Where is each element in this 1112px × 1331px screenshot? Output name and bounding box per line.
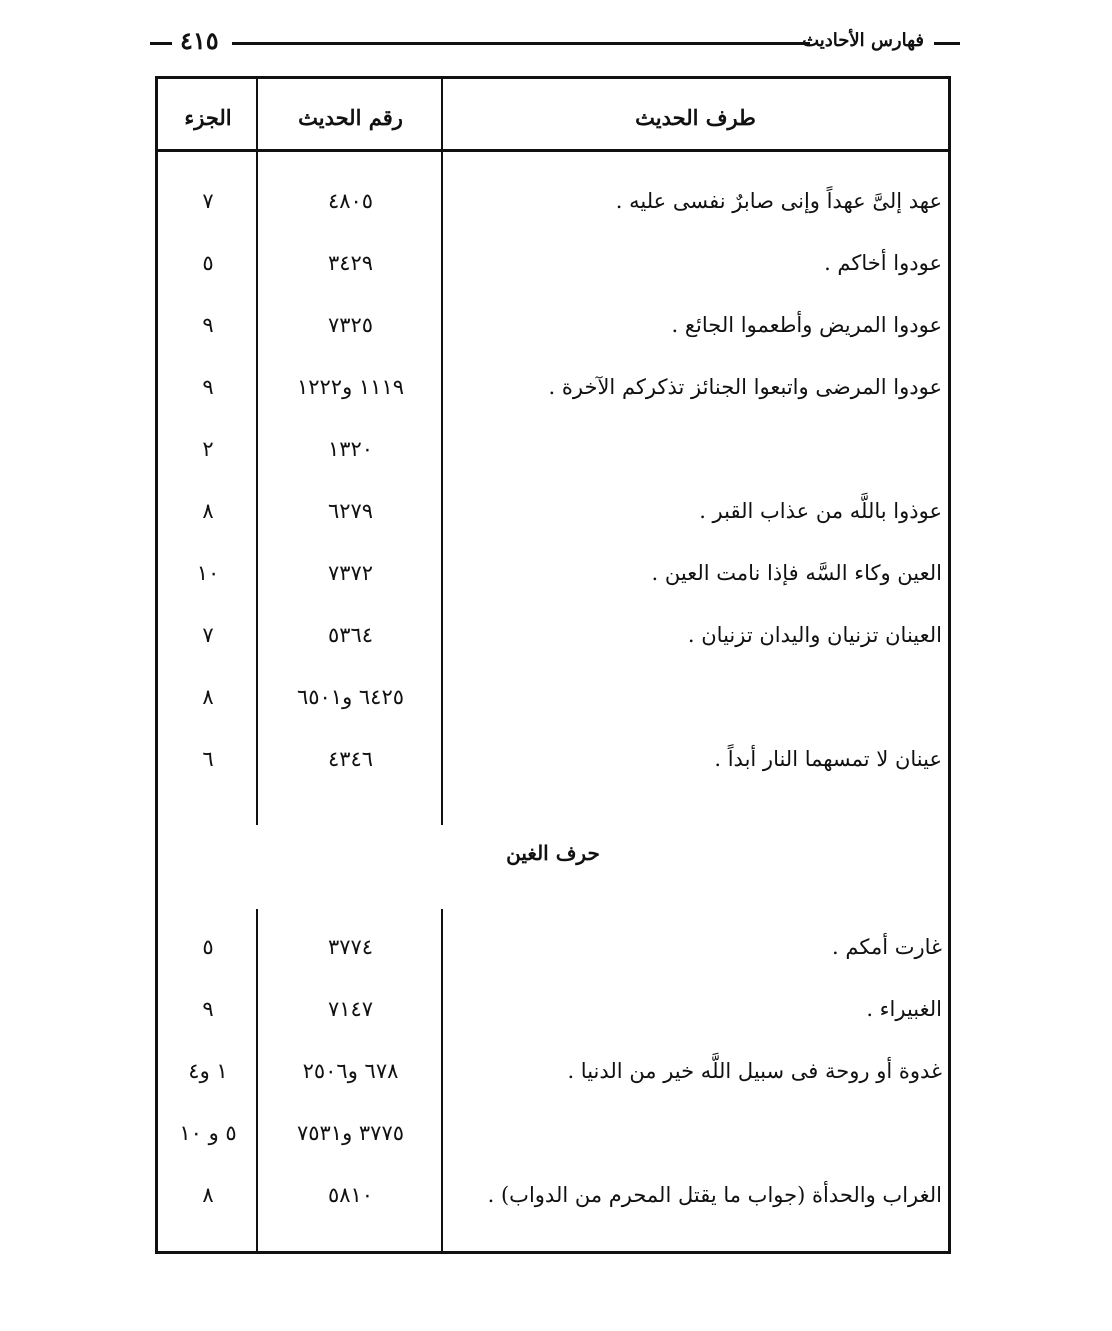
header-rule — [232, 42, 810, 45]
hadith-part: ٧ — [202, 189, 214, 213]
hadith-part: ٦ — [202, 747, 214, 771]
column-header-number: رقم الحديث — [298, 105, 403, 130]
header-dash-right — [934, 42, 960, 45]
hadith-text: عهد إلىَّ عهداً وإنى صابرٌ نفسى عليه . — [615, 189, 942, 213]
hadith-part: ١٠ — [196, 561, 220, 585]
hadith-part: ١ و٤ — [188, 1059, 228, 1083]
hadith-text: عودوا المريض وأطعموا الجائع . — [671, 313, 942, 337]
hadith-number: ٧٣٧٢ — [327, 561, 374, 585]
hadith-number: ٦٢٧٩ — [327, 499, 374, 523]
hadith-number: ٧١٤٧ — [327, 997, 374, 1021]
hadith-number: ٧٣٢٥ — [327, 313, 374, 337]
header-separator — [158, 149, 948, 152]
hadith-number: ١٣٢٠ — [327, 437, 374, 461]
page-number: ٤١٥ — [180, 26, 219, 55]
hadith-text: العين وكاء السَّه فإذا نامت العين . — [651, 561, 942, 585]
hadith-number: ٣٧٧٥ و٧٥٣١ — [296, 1121, 405, 1145]
hadith-part: ٥ — [202, 935, 214, 959]
hadith-number: ٣٧٧٤ — [327, 935, 374, 959]
running-title: فهارس الأحاديث — [802, 30, 924, 51]
hadith-number: ١١١٩ و١٢٢٢ — [296, 375, 405, 399]
hadith-number: ٤٣٤٦ — [327, 747, 374, 771]
hadith-part: ٨ — [202, 685, 214, 709]
column-header-part: الجزء — [184, 105, 232, 130]
hadith-text: عودوا أخاكم . — [824, 251, 942, 275]
hadith-part: ٩ — [202, 313, 214, 337]
hadith-index-table — [155, 76, 951, 1254]
hadith-number: ٥٨١٠ — [327, 1183, 374, 1207]
column-header-text: طرف الحديث — [635, 105, 756, 130]
hadith-number: ٤٨٠٥ — [327, 189, 374, 213]
section-heading: حرف الغين — [506, 841, 600, 865]
hadith-text: الغبيراء . — [866, 997, 942, 1021]
hadith-part: ٩ — [202, 375, 214, 399]
hadith-number: ٦٤٢٥ و٦٥٠١ — [296, 685, 405, 709]
hadith-number: ٥٣٦٤ — [327, 623, 374, 647]
hadith-number: ٦٧٨ و٢٥٠٦ — [302, 1059, 399, 1083]
hadith-part: ٥ — [202, 251, 214, 275]
hadith-text: عودوا المرضى واتبعوا الجنائز تذكركم الآخرة . — [548, 375, 942, 399]
hadith-text: الغراب والحدأة (جواب ما يقتل المحرم من الدواب) . — [487, 1183, 942, 1207]
hadith-text: غارت أمكم . — [832, 935, 942, 959]
hadith-part: ٨ — [202, 499, 214, 523]
hadith-text: عينان لا تمسهما النار أبداً . — [714, 747, 942, 771]
hadith-number: ٣٤٢٩ — [327, 251, 374, 275]
hadith-part: ٨ — [202, 1183, 214, 1207]
hadith-text: عوذوا باللَّه من عذاب القبر . — [699, 499, 942, 523]
hadith-text: العينان تزنيان واليدان تزنيان . — [687, 623, 942, 647]
hadith-part: ٥ و ١٠ — [179, 1121, 237, 1145]
hadith-part: ٩ — [202, 997, 214, 1021]
hadith-text: غدوة أو روحة فى سبيل اللَّه خير من الدنيا . — [567, 1059, 942, 1083]
hadith-part: ٧ — [202, 623, 214, 647]
header-dash-left — [150, 42, 172, 45]
running-header — [150, 22, 960, 62]
hadith-part: ٢ — [202, 437, 214, 461]
